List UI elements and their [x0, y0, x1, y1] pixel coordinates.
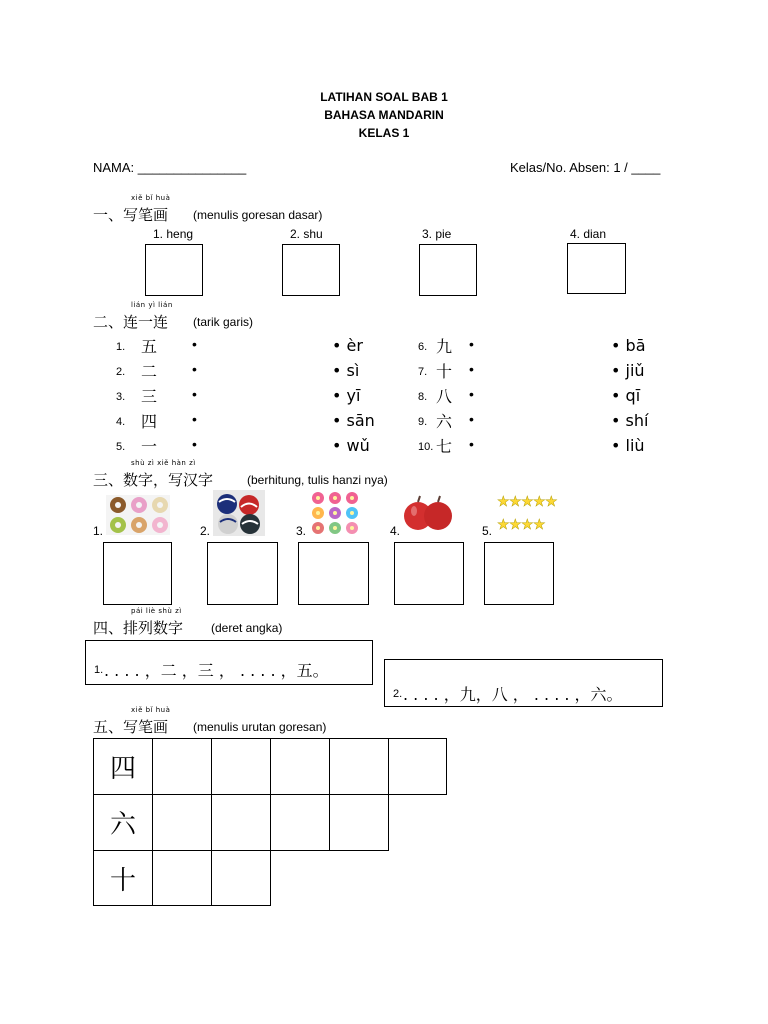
s3-title: 三、数字，写汉字 [93, 471, 214, 489]
s2-right-label: shí [625, 411, 649, 430]
balls-picture [213, 490, 265, 536]
s1-answer-box-3[interactable] [419, 244, 477, 296]
s3-answer-box-2[interactable] [207, 542, 278, 605]
stars-picture [497, 491, 559, 533]
s4-pinyin: pái liè shù zì [131, 607, 182, 615]
s2-pinyin: lián yì lián [131, 301, 173, 309]
s1-pinyin: xiě bǐ huà [131, 194, 171, 202]
s5-practice-cell[interactable] [211, 738, 271, 795]
s3-pinyin: shù zì xiě hàn zì [131, 459, 196, 467]
s2-left2-char: 六 [436, 412, 453, 431]
s5-practice-cell[interactable] [329, 794, 389, 851]
s2-desc: (tarik garis) [193, 315, 254, 329]
s2-left2-num: 10. [418, 441, 434, 453]
s2-left2-num: 7. [418, 366, 428, 378]
s5-char-cell: 四 [93, 738, 153, 795]
s3-answer-box-1[interactable] [103, 542, 172, 605]
s3-answer-box-3[interactable] [298, 542, 369, 605]
s2-left-char: 四 [141, 412, 158, 431]
s1-answer-box-4[interactable] [567, 243, 626, 294]
svg-text:★: ★ [521, 516, 534, 532]
s5-practice-cell[interactable] [211, 794, 271, 851]
s2-left-char: 五 [141, 337, 158, 356]
s2-right-item[interactable]: • qī [611, 386, 641, 405]
s2-right-label: liù [625, 436, 645, 455]
s2-dot[interactable]: • [192, 436, 197, 452]
s5-title: 五、写笔画 [93, 718, 169, 736]
s2-mid-item[interactable]: • wǔ [332, 436, 370, 455]
s2-left-num: 4. [116, 416, 126, 428]
title-line-2: BAHASA MANDARIN [324, 108, 444, 122]
svg-text:★: ★ [497, 516, 510, 532]
s2-dot[interactable]: • [192, 361, 197, 377]
s2-left2-num: 9. [418, 416, 428, 428]
s3-desc: (berhitung, tulis hanzi nya) [247, 473, 388, 487]
s5-practice-cell[interactable] [270, 738, 330, 795]
s4-title: 四、排列数字 [93, 619, 184, 637]
s4-q1-sequence: . . . . ，二 ，三 ， . . . . ，五。 [104, 661, 329, 680]
s2-mid-item[interactable]: • yī [332, 386, 361, 405]
s4-sequence-box-2[interactable] [384, 659, 663, 707]
s2-left2-num: 6. [418, 341, 428, 353]
s2-left-num: 1. [116, 341, 126, 353]
s2-mid-item[interactable]: • sì [332, 361, 360, 380]
name-field[interactable]: NAMA: _______________ [93, 160, 247, 175]
title-line-3: KELAS 1 [358, 126, 410, 140]
s4-q2-sequence: . . . . ，九，八 ， . . . . ，六。 [403, 685, 623, 704]
s2-mid-label: èr [346, 336, 363, 355]
s2-mid-label: sān [346, 411, 375, 430]
s2-mid-item[interactable]: • èr [332, 336, 363, 355]
s2-left-char: 一 [141, 437, 158, 456]
s3-label: 1. [93, 524, 104, 538]
s2-right-item[interactable]: • jiǔ [611, 361, 645, 380]
flowers-picture [309, 490, 361, 536]
svg-text:★: ★ [509, 516, 522, 532]
s3-answer-box-4[interactable] [394, 542, 464, 605]
s5-practice-cell[interactable] [152, 794, 212, 851]
s2-left2-char: 九 [436, 337, 453, 356]
title-line-1: LATIHAN SOAL BAB 1 [320, 90, 448, 104]
s1-answer-box-1[interactable] [145, 244, 203, 296]
s2-right-label: jiǔ [625, 361, 645, 380]
s3-label: 2. [200, 524, 211, 538]
s2-right-item[interactable]: • liù [611, 436, 645, 455]
s2-dot[interactable]: • [192, 336, 197, 352]
s2-left-char: 二 [141, 362, 158, 381]
s2-left2-char: 八 [436, 387, 453, 406]
s2-dot[interactable]: • [469, 361, 474, 377]
s2-mid-item[interactable]: • sān [332, 411, 375, 430]
s2-left-num: 3. [116, 391, 126, 403]
s2-right-item[interactable]: • bā [611, 336, 646, 355]
s1-item-4: 4. dian [570, 227, 607, 241]
s5-practice-cell[interactable] [329, 738, 389, 795]
s2-mid-label: sì [346, 361, 360, 380]
s2-left2-num: 8. [418, 391, 428, 403]
s5-practice-cell[interactable] [211, 850, 271, 906]
s3-label: 3. [296, 524, 307, 538]
svg-text:★: ★ [509, 493, 522, 509]
s5-practice-cell[interactable] [152, 738, 212, 795]
s1-item-1: 1. heng [153, 227, 194, 241]
svg-text:★: ★ [533, 516, 546, 532]
svg-text:★: ★ [545, 493, 558, 509]
svg-text:★: ★ [497, 493, 510, 509]
s5-pinyin: xiě bǐ huà [131, 706, 171, 714]
s2-title: 二、连一连 [93, 313, 169, 331]
s5-practice-cell[interactable] [270, 794, 330, 851]
s2-right-label: bā [625, 336, 646, 355]
s1-answer-box-2[interactable] [282, 244, 340, 296]
s2-dot[interactable]: • [469, 336, 474, 352]
s4-q1-number: 1. [94, 664, 104, 676]
s4-sequence-box-1[interactable] [85, 640, 373, 685]
s5-practice-cell[interactable] [152, 850, 212, 906]
s2-dot[interactable]: • [192, 386, 197, 402]
s5-desc: (menulis urutan goresan) [193, 720, 327, 734]
s1-item-3: 3. pie [422, 227, 452, 241]
class-absen-field[interactable]: Kelas/No. Absen: 1 / ____ [510, 160, 661, 175]
s5-char-cell: 十 [93, 850, 153, 906]
s2-left2-char: 七 [436, 437, 453, 456]
s2-left2-char: 十 [436, 362, 453, 381]
s2-right-item[interactable]: • shí [611, 411, 649, 430]
s2-dot[interactable]: • [192, 411, 197, 427]
s1-item-2: 2. shu [290, 227, 323, 241]
s5-char-cell: 六 [93, 794, 153, 851]
s3-label: 4. [390, 524, 401, 538]
s2-dot[interactable]: • [469, 411, 474, 427]
s3-answer-box-5[interactable] [484, 542, 554, 605]
apples-picture [403, 494, 453, 534]
s2-left-num: 5. [116, 441, 126, 453]
s2-right-label: qī [625, 386, 641, 405]
s2-mid-label: wǔ [346, 436, 370, 455]
s2-dot[interactable]: • [469, 386, 474, 402]
s5-practice-cell[interactable] [388, 738, 447, 795]
s2-mid-label: yī [346, 386, 361, 405]
s4-q2-number: 2. [393, 688, 403, 700]
s2-left-char: 三 [141, 387, 158, 406]
s2-dot[interactable]: • [469, 436, 474, 452]
donuts-picture [106, 495, 170, 535]
s1-title: 一、写笔画 [93, 206, 169, 224]
svg-text:★: ★ [521, 493, 534, 509]
s4-desc: (deret angka) [211, 621, 283, 635]
svg-text:★: ★ [533, 493, 546, 509]
s3-label: 5. [482, 524, 493, 538]
s1-desc: (menulis goresan dasar) [193, 208, 323, 222]
s2-left-num: 2. [116, 366, 126, 378]
